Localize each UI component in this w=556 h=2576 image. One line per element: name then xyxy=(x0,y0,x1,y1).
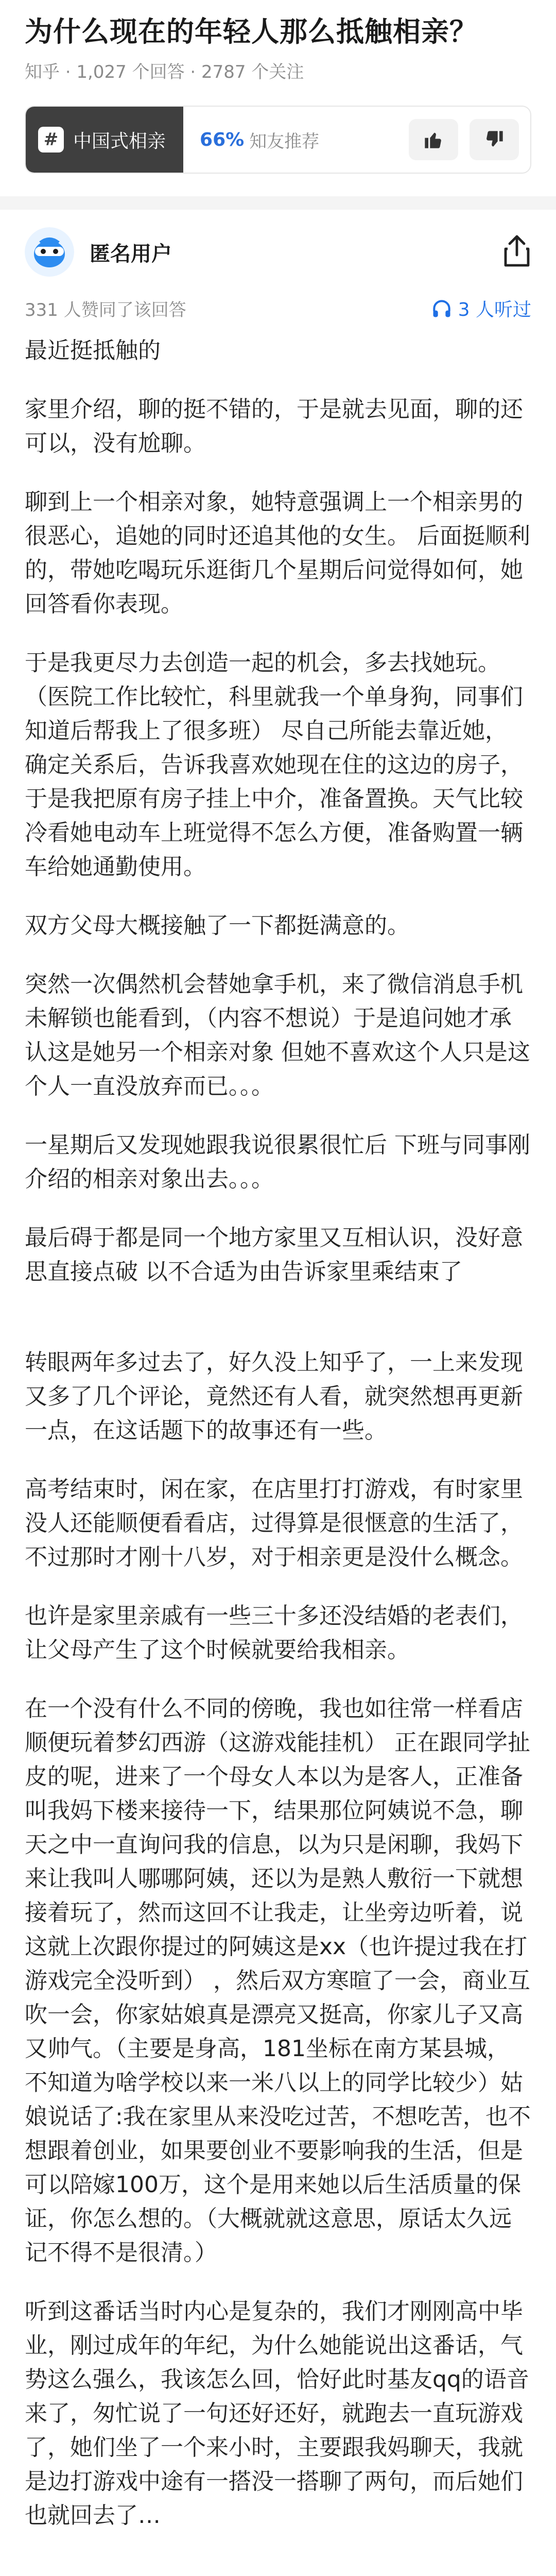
share-icon xyxy=(502,234,531,267)
thumb-down-button[interactable] xyxy=(470,119,519,160)
answer-paragraph: 最后碍于都是同一个地方家里又互相认识，没好意思直接点破 以不合适为由告诉家里乘结束了 xyxy=(25,1225,523,1285)
question-meta: 知乎 · 1,027 个回答 · 2787 个关注 xyxy=(25,62,304,82)
answer-paragraph: 高考结束时，闲在家，在店里打打游戏，有时家里没人还能顺便看看店，过得算是很惬意的生活了，不过那时才刚十八岁，对于相亲更是没什么概念。 xyxy=(25,1476,523,1570)
listen-button[interactable] xyxy=(430,295,531,321)
answer-paragraph: 双方父母大概接触了一下都挺满意的。 xyxy=(25,912,410,939)
answer-stats xyxy=(0,277,556,321)
thumb-up-icon xyxy=(423,129,444,150)
topic-hash-icon: # xyxy=(38,127,64,152)
answer-paragraph: 听到这番话当时内心是复杂的，我们才刚刚高中毕业，刚过成年的年纪，为什么她能说出这番话，气势这么强么，我该怎么回，恰好此时基友qq的语音来了，匆忙说了一句还好还好，就跑去一直玩游戏了，她们坐了一个来小时，主要跟我妈聊天，我就是边打游戏中途有一搭没一搭聊了两句，而后她们也就回去了… xyxy=(25,2298,529,2529)
author-name[interactable]: 匿名用户 xyxy=(90,242,172,266)
thumb-down-icon xyxy=(484,129,505,150)
answer-paragraph: 一星期后又发现她跟我说很累很忙后 下班与同事刚介绍的相亲对象出去。。。 xyxy=(25,1132,530,1192)
topic-card[interactable] xyxy=(25,106,531,174)
topic-recommend: 知友推荐 xyxy=(249,131,320,152)
question-header xyxy=(0,0,556,174)
anonymous-avatar-icon xyxy=(25,227,74,277)
headphones-icon xyxy=(430,297,453,320)
answer-paragraph: 于是我更尽力去创造一起的机会，多去找她玩。（医院工作比较忙，科里就我一个单身狗，同事们知道后帮我上了很多班） 尽自己所能去靠近她， 确定关系后，告诉我喜欢她现在住的这边的房子，于是我把原有房子挂上中介，准备置换。天气比较冷看她电动车上班觉得不怎么方便，准备购置一辆车给她通勤使用。 xyxy=(25,650,523,880)
answer-paragraph: 突然一次偶然机会替她拿手机，来了微信消息手机未解锁也能看到，（内容不想说）于是追问她才承认这是她另一个相亲对象 但她不喜欢这个人只是这个人一直没放弃而已。。。 xyxy=(25,971,530,1099)
avatar[interactable] xyxy=(25,227,74,277)
answer-paragraph: 聊到上一个相亲对象，她特意强调上一个相亲男的很恶心，追她的同时还追其他的女生。 后面挺顺利的，带她吃喝玩乐逛街几个星期后问觉得如何，她回答看你表现。 xyxy=(25,489,530,617)
answer-content xyxy=(0,321,556,2533)
thumb-up-button[interactable] xyxy=(409,119,458,160)
author-row xyxy=(0,210,556,277)
share-button[interactable] xyxy=(502,234,531,269)
topic-tag[interactable] xyxy=(26,107,183,173)
question-title[interactable]: 为什么现在的年轻人那么抵触相亲？ xyxy=(25,15,478,48)
section-divider xyxy=(0,196,556,210)
topic-percent: 66% xyxy=(200,129,245,150)
answer-paragraph: 也许是家里亲戚有一些三十多还没结婚的老表们，让父母产生了这个时候就要给我相亲。 xyxy=(25,1603,523,1663)
topic-name: 中国式相亲 xyxy=(73,130,166,152)
listen-count: 3 人听过 xyxy=(458,299,531,320)
topic-vote-actions xyxy=(409,119,530,160)
answer-paragraph: 在一个没有什么不同的傍晚，我也如往常一样看店顺便玩着梦幻西游（这游戏能挂机） 正在跟同学扯皮的呢，进来了一个母女人本以为是客人，正准备叫我妈下楼来接待一下，结果那位阿姨说不急，聊天之中一直询问我的信息，以为只是闲聊，我妈下来让我叫人哪哪阿姨，还以为是熟人敷衍一下就想接着玩了，然而这回不让我走，让坐旁边听着，说这就上次跟你提过的阿姨这是xx（也许提过我在打游戏完全没听到） ，然后双方寒暄了一会，商业互吹一会，你家姑娘真是漂亮又挺高，你家儿子又高又帅气。（主要是身高，181坐标在南方某县城，不知道为啥学校以来一米八以上的同学比较少）姑娘说话了:我在家里从来没吃过苦，不想吃苦，也不想跟着创业，如果要创业不要影响我的生活，但是可以陪嫁100万，这个是用来她以后生活质量的保证，你怎么想的。（大概就就这意思，原话太久远记不得不是很清。） xyxy=(25,1696,531,2266)
agree-count: 331 人赞同了该回答 xyxy=(25,300,186,320)
answer-paragraph: 家里介绍，聊的挺不错的，于是就去见面，聊的还可以，没有尬聊。 xyxy=(25,396,523,456)
answer-paragraph: 最近挺抵触的 xyxy=(25,337,161,364)
answer-paragraph: 转眼两年多过去了，好久没上知乎了，一上来发现又多了几个评论，竟然还有人看，就突然想再更新一点，在这话题下的故事还有一些。 xyxy=(25,1349,523,1444)
